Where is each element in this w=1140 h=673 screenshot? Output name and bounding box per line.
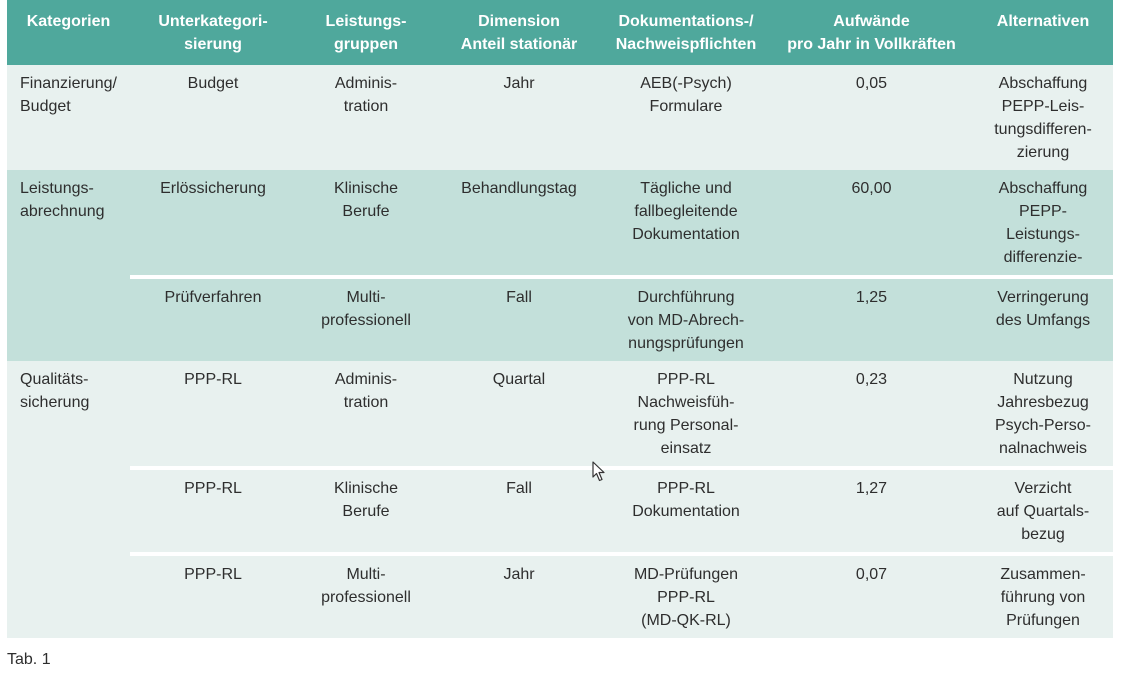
table-row xyxy=(7,554,1113,638)
cell-text-line: professionell xyxy=(321,312,411,329)
header-unterkategorisierung xyxy=(130,0,296,65)
cell-text-line: fallbegleitende xyxy=(634,203,738,220)
effort-cell: 1,25 xyxy=(770,277,973,361)
service-group-cell xyxy=(296,468,436,554)
cell-text-line: professionell xyxy=(321,589,411,606)
alternatives-cell xyxy=(973,277,1113,361)
cell-text-line: auf Quartals- xyxy=(996,503,1090,520)
documentation-cell xyxy=(602,468,770,554)
alternatives-cell xyxy=(973,554,1113,638)
cell-text-line: Nutzung xyxy=(1013,371,1073,388)
cell-text-line: Berufe xyxy=(342,503,390,520)
cell-text-line: tration xyxy=(343,394,389,411)
subcategory-cell xyxy=(130,170,296,277)
cell-text-line: MD-Prüfungen xyxy=(633,566,739,583)
cell-text-line: Prüfverfahren xyxy=(164,289,262,306)
header-dokumentation xyxy=(602,0,770,65)
documentation-cell xyxy=(602,170,770,277)
cell-text-line: Klinische xyxy=(333,180,399,197)
cell-text-line: Qualitäts- xyxy=(20,371,89,388)
cell-text-line: Unterkategori- xyxy=(158,13,268,30)
cell-text-line: Klinische xyxy=(333,480,399,497)
cell-text-line: Aufwände xyxy=(833,13,910,30)
dimension-cell xyxy=(436,277,602,361)
cell-text-line: zierung xyxy=(1016,144,1070,161)
header-dimension xyxy=(436,0,602,65)
cell-text-line: Dimension xyxy=(478,13,560,30)
dimension-cell xyxy=(436,170,602,277)
cell-text-line: des Umfangs xyxy=(995,312,1091,329)
subcategory-cell xyxy=(130,361,296,468)
cell-text-line: Nachweisfüh- xyxy=(637,394,735,411)
cell-text-line: PPP-RL xyxy=(657,589,715,606)
service-group-cell xyxy=(296,277,436,361)
cell-text-line: Quartal xyxy=(492,371,546,388)
cell-text-line: PPP-RL xyxy=(184,566,242,583)
documentation-cell xyxy=(602,554,770,638)
cell-text-line: pro Jahr in Vollkräften xyxy=(787,36,956,53)
cell-text-line: Finanzierung/ xyxy=(20,75,117,92)
cell-text-line: Dokumentations-/ xyxy=(618,13,754,30)
cell-text-line: sierung xyxy=(184,36,242,53)
table-row xyxy=(7,468,1113,554)
effort-cell: 1,27 xyxy=(770,468,973,554)
cell-text-line: Berufe xyxy=(342,203,390,220)
effort-cell: 60,00 xyxy=(770,170,973,277)
cell-text-line: gruppen xyxy=(334,36,398,53)
dimension-cell xyxy=(436,65,602,170)
cell-text-line: nungsprüfungen xyxy=(628,335,744,352)
cell-text-line: PEPP- xyxy=(1018,203,1067,220)
cell-text-line: Anteil stationär xyxy=(460,36,578,53)
effort-cell: 0,05 xyxy=(770,65,973,170)
cell-text-line: differenzie- xyxy=(1003,249,1083,266)
cell-text-line: Verzicht xyxy=(1014,480,1072,497)
cell-text-line: führung von xyxy=(1000,589,1086,606)
cell-text-line: tration xyxy=(343,98,389,115)
effort-cell: 0,23 xyxy=(770,361,973,468)
cell-text-line: Abschaffung xyxy=(998,75,1088,92)
service-group-cell xyxy=(296,170,436,277)
cell-text-line: Zusammen- xyxy=(1000,566,1086,583)
documentation-cell xyxy=(602,65,770,170)
documentation-cell xyxy=(602,277,770,361)
cell-text-line: Budget xyxy=(20,98,71,115)
subcategory-cell xyxy=(130,554,296,638)
service-group-cell xyxy=(296,65,436,170)
cell-text-line: Leistungs- xyxy=(20,180,94,197)
table-container xyxy=(7,0,1113,638)
cell-text-line: PEPP-Leis- xyxy=(1001,98,1085,115)
cell-text-line: Kategorien xyxy=(26,13,111,30)
cell-text-line: sicherung xyxy=(20,394,90,411)
table-caption: Tab. 1 xyxy=(7,651,51,668)
data-table xyxy=(7,0,1113,638)
cell-text-line: Jahresbezug xyxy=(997,394,1089,411)
cell-text-line: AEB(-Psych) xyxy=(640,75,732,92)
header-kategorien xyxy=(7,0,130,65)
header-alternativen xyxy=(973,0,1113,65)
cell-text-line: Formulare xyxy=(649,98,723,115)
cell-text-line: von MD-Abrech- xyxy=(627,312,745,329)
header-aufwaende xyxy=(770,0,973,65)
cell-text-line: Abschaffung xyxy=(998,180,1088,197)
subcategory-cell xyxy=(130,468,296,554)
cell-text-line: Tägliche und xyxy=(640,180,732,197)
cell-text-line: PPP-RL xyxy=(657,371,715,388)
cell-text-line: nalnachweis xyxy=(998,440,1088,457)
service-group-cell xyxy=(296,361,436,468)
table-row xyxy=(7,361,1113,468)
dimension-cell xyxy=(436,361,602,468)
dimension-cell xyxy=(436,468,602,554)
table-row xyxy=(7,65,1113,170)
cell-text-line: Fall xyxy=(506,480,532,497)
cell-text-line: abrechnung xyxy=(20,203,105,220)
cell-text-line: Prüfungen xyxy=(1006,612,1080,629)
alternatives-cell xyxy=(973,468,1113,554)
cell-text-line: Erlössicherung xyxy=(160,180,266,197)
cell-text-line: Multi- xyxy=(346,566,386,583)
cell-text-line: Dokumentation xyxy=(632,226,740,243)
cell-text-line: Behandlungstag xyxy=(461,180,577,197)
mouse-pointer-icon xyxy=(592,461,608,483)
subcategory-cell xyxy=(130,277,296,361)
cell-text-line: (MD-QK-RL) xyxy=(641,612,731,629)
cell-text-line: Adminis- xyxy=(334,371,398,388)
cell-text-line: Adminis- xyxy=(334,75,398,92)
cell-text-line: Jahr xyxy=(503,566,535,583)
cell-text-line: bezug xyxy=(1021,526,1065,543)
cell-text-line: tungsdifferen- xyxy=(994,121,1092,138)
header-leistungsgruppen xyxy=(296,0,436,65)
category-cell xyxy=(7,170,130,361)
service-group-cell xyxy=(296,554,436,638)
documentation-cell xyxy=(602,361,770,468)
cell-text-line: PPP-RL xyxy=(657,480,715,497)
effort-cell: 0,07 xyxy=(770,554,973,638)
table-row xyxy=(7,277,1113,361)
subcategory-cell xyxy=(130,65,296,170)
cell-text-line: Jahr xyxy=(503,75,535,92)
cell-text-line: Verringerung xyxy=(997,289,1089,306)
dimension-cell xyxy=(436,554,602,638)
cell-text-line: einsatz xyxy=(660,440,712,457)
cell-text-line: Dokumentation xyxy=(632,503,740,520)
cell-text-line: Nachweispflichten xyxy=(615,36,757,53)
category-cell xyxy=(7,361,130,638)
alternatives-cell xyxy=(973,170,1113,277)
cell-text-line: Fall xyxy=(506,289,532,306)
cell-text-line: rung Personal- xyxy=(633,417,739,434)
table-header-row xyxy=(7,0,1113,65)
table-body xyxy=(7,65,1113,638)
alternatives-cell xyxy=(973,65,1113,170)
cell-text-line: Psych-Perso- xyxy=(994,417,1092,434)
cell-text-line: PPP-RL xyxy=(184,480,242,497)
cell-text-line: Budget xyxy=(187,75,239,92)
table-row xyxy=(7,170,1113,277)
cell-text-line: PPP-RL xyxy=(184,371,242,388)
alternatives-cell xyxy=(973,361,1113,468)
cell-text-line: Multi- xyxy=(346,289,386,306)
cell-text-line: Leistungs- xyxy=(325,13,407,30)
category-cell xyxy=(7,65,130,170)
cell-text-line: Leistungs- xyxy=(1006,226,1080,243)
cell-text-line: Alternativen xyxy=(996,13,1090,30)
cell-text-line: Durchführung xyxy=(637,289,735,306)
